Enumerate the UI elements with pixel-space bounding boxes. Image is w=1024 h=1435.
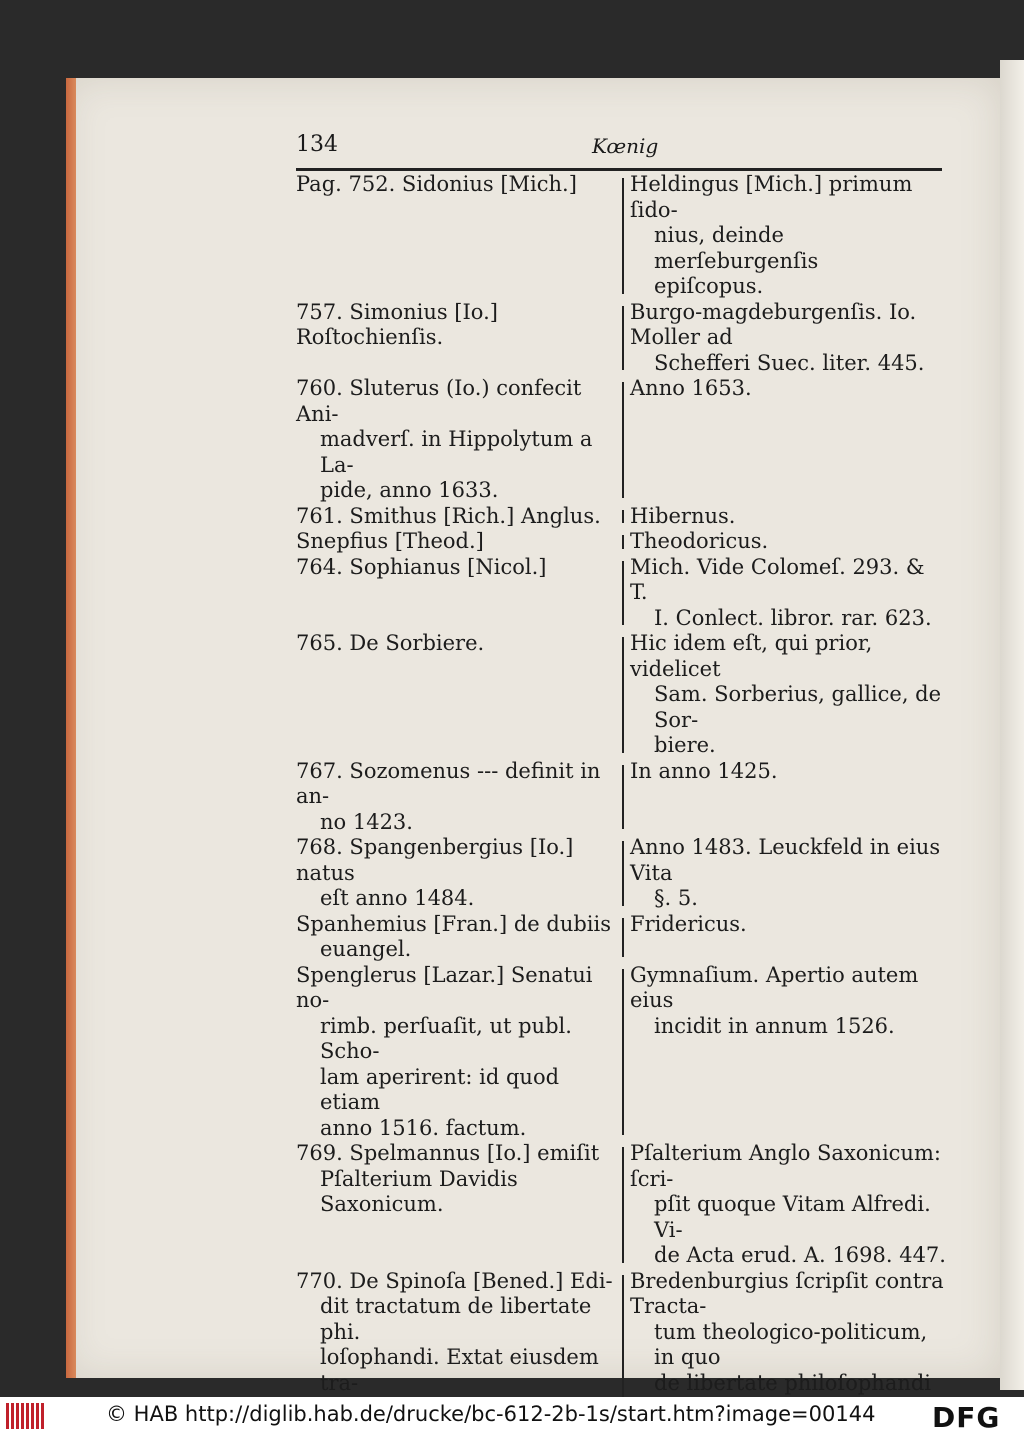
entry-row <box>296 172 956 300</box>
page-number: 134 <box>296 132 338 157</box>
column-divider <box>622 969 624 1136</box>
entry-correction <box>630 376 948 504</box>
column-divider <box>622 510 624 524</box>
entry-correction-line: incidit in annum 1526. <box>654 1013 895 1038</box>
column-divider <box>622 1147 624 1263</box>
entry-correction <box>630 529 948 555</box>
entry-original-line: 757. Simonius [Io.] Roſtochienſis. <box>296 299 498 349</box>
facing-page-edge <box>1000 60 1024 1390</box>
entry-original <box>296 835 614 912</box>
entry-original <box>296 1269 614 1398</box>
entry-correction-line: Theodoricus. <box>630 529 769 553</box>
entry-correction-line: Heldingus [Mich.] primum ſido- <box>630 172 913 222</box>
entry-correction <box>630 1269 948 1398</box>
entry-correction <box>630 300 948 377</box>
column-divider <box>622 841 624 906</box>
footer-bar <box>0 1397 1024 1435</box>
entry-row <box>296 759 956 836</box>
entry-original <box>296 172 614 300</box>
entry-original <box>296 376 614 504</box>
entry-row <box>296 1141 956 1269</box>
column-divider <box>622 535 624 549</box>
entry-row <box>296 300 956 377</box>
entry-original <box>296 555 614 632</box>
entry-correction-line: biere. <box>654 733 716 757</box>
entry-row <box>296 631 956 759</box>
entry-original-line: Spanhemius [Fran.] de dubiis <box>296 911 611 936</box>
entry-list <box>296 172 956 1397</box>
entry-original-line: pide, anno 1633. <box>320 478 499 502</box>
entry-correction-line: I. Conlect. libror. rar. 623. <box>654 605 932 630</box>
entry-original <box>296 1141 614 1269</box>
entry-original-line: 769. Spelmannus [Io.] emiſit <box>296 1141 600 1165</box>
column-divider <box>622 306 624 371</box>
entry-correction-line: Anno 1483. Leuckfeld in eius Vita <box>630 835 941 885</box>
entry-row <box>296 835 956 912</box>
entry-correction-line: Sam. Sorberius, gallice, de Sor- <box>654 682 942 732</box>
entry-original-line: Spenglerus [Lazar.] Senatui no- <box>296 962 593 1012</box>
entry-original-line: lam aperirent: id quod etiam <box>320 1064 560 1114</box>
entry-original <box>296 631 614 759</box>
entry-correction-line: Pſalterium Anglo Saxonicum: ſcri- <box>630 1141 941 1191</box>
entry-correction-line: de Acta erud. A. 1698. 447. <box>654 1243 946 1267</box>
entry-original-line: anno 1516. factum. <box>320 1115 527 1140</box>
entry-row <box>296 529 956 555</box>
entry-original-line: 761. Smithus [Rich.] Anglus. <box>296 503 601 528</box>
entry-original-line: madverſ. in Hippolytum a La- <box>320 427 593 477</box>
entry-original-line: 764. Sophianus [Nicol.] <box>296 554 547 579</box>
running-title: Kœnig <box>592 134 659 158</box>
column-divider <box>622 918 624 957</box>
entry-correction <box>630 631 948 759</box>
entry-correction-line: Bredenburgius ſcripſit contra Tracta- <box>630 1268 944 1318</box>
column-divider <box>622 561 624 626</box>
entry-original <box>296 300 614 377</box>
entry-row <box>296 504 956 530</box>
entry-original-line: dit tractatum de libertate phi. <box>320 1294 592 1344</box>
entry-original-line: Snepfius [Theod.] <box>296 529 484 553</box>
entry-correction-line: nius, deinde merſeburgenſis <box>654 223 819 273</box>
entry-original-line: 760. Sluterus (Io.) confecit Ani- <box>296 376 582 426</box>
entry-original-line: Pſalterium Davidis Saxonicum. <box>320 1166 518 1216</box>
entry-correction <box>630 504 948 530</box>
entry-correction <box>630 555 948 632</box>
entry-original <box>296 504 614 530</box>
entry-correction <box>630 1141 948 1269</box>
page-edge <box>66 78 76 1378</box>
entry-original-line: eſt anno 1484. <box>320 886 475 910</box>
entry-correction-line: §. 5. <box>654 886 698 910</box>
entry-correction-line: Schefferi Suec. liter. 445. <box>654 350 925 375</box>
entry-original-line: rimb. perſuaſit, ut publ. Scho- <box>320 1013 572 1063</box>
entry-correction-line: In anno 1425. <box>630 758 778 783</box>
entry-original <box>296 912 614 963</box>
entry-row <box>296 1269 956 1398</box>
entry-correction-line: Gymnaſium. Apertio autem eius <box>630 962 919 1012</box>
entry-original-line: Pag. 752. Sidonius [Mich.] <box>296 172 577 196</box>
entry-original-line: no 1423. <box>320 809 413 834</box>
entry-row <box>296 376 956 504</box>
entry-original-line: 768. Spangenbergius [Io.] natus <box>296 835 574 885</box>
entry-correction <box>630 912 948 963</box>
header-rule <box>296 168 942 171</box>
column-divider <box>622 178 624 294</box>
entry-original-line: 765. De Sorbiere. <box>296 631 485 655</box>
entry-correction-line: Fridericus. <box>630 911 747 936</box>
entry-original <box>296 963 614 1142</box>
entry-correction-line: Hibernus. <box>630 503 736 528</box>
entry-original <box>296 759 614 836</box>
entry-correction <box>630 963 948 1142</box>
running-head <box>296 132 944 164</box>
column-divider <box>622 637 624 753</box>
entry-correction <box>630 759 948 836</box>
entry-original <box>296 529 614 555</box>
column-divider <box>622 1275 624 1398</box>
entry-correction-line: Burgo-magdeburgenſis. Io. Moller ad <box>630 299 917 349</box>
entry-row <box>296 912 956 963</box>
entry-correction-line: Hic idem eſt, qui prior, videlicet <box>630 631 873 681</box>
dfg-logo: DFG <box>932 1401 1001 1434</box>
entry-correction <box>630 172 948 300</box>
column-divider <box>622 382 624 498</box>
entry-row <box>296 555 956 632</box>
entry-correction-line: Mich. Vide Colomeſ. 293. & T. <box>630 554 925 604</box>
entry-original-line: 767. Sozomenus --- definit in an- <box>296 758 601 808</box>
entry-correction-line: de libertate philoſophandi <box>654 1370 932 1395</box>
entry-correction-line: tum theologico-politicum, in quo <box>654 1319 928 1369</box>
copyright-link[interactable]: © HAB http://diglib.hab.de/drucke/bc-612-2b-1s/start.htm?image=00144 <box>106 1402 876 1426</box>
entry-correction-line: epiſcopus. <box>654 274 764 298</box>
column-divider <box>622 765 624 830</box>
entry-original-line: loſophandi. Extat eiusdem tra- <box>320 1345 599 1395</box>
entry-row <box>296 963 956 1142</box>
entry-correction-line: Anno 1653. <box>630 376 752 400</box>
entry-original-line: euangel. <box>320 937 412 961</box>
entry-original-line: 770. De Spinoſa [Bened.] Edi- <box>296 1268 613 1293</box>
entry-correction <box>630 835 948 912</box>
entry-correction-line: pſit quoque Vitam Alfredi. Vi- <box>654 1192 931 1242</box>
hab-logo-icon <box>6 1403 46 1429</box>
